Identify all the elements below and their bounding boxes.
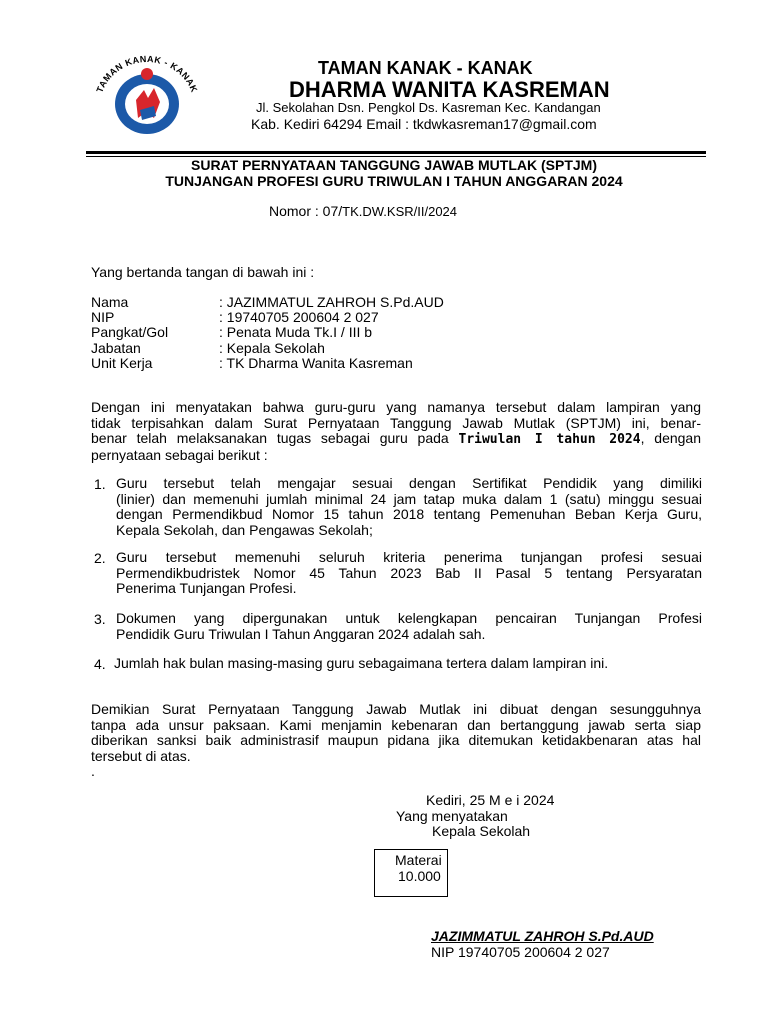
identity-value-nama: : JAZIMMATUL ZAHROH S.Pd.AUD [219, 294, 444, 310]
statement-line: tidak terpisahkan dalam Surat Pernyataan Tanggung Jawab Mutlak (SPTJM) ini, benar- [91, 414, 701, 431]
identity-value-jabatan: : Kepala Sekolah [219, 340, 325, 356]
header-contact: Kab. Kediri 64294 Email : tkdwkasreman17@gmail.com [251, 116, 597, 132]
signature-position: Kepala Sekolah [432, 823, 531, 839]
statement-line [91, 431, 701, 448]
closing-line: tanpa ada unsur paksaan. Kami menjamin kebenaran dan bertanggung jawab serta siap [91, 716, 701, 733]
statement-text: , dengan [640, 430, 701, 446]
identity-value-unit-kerja: : TK Dharma Wanita Kasreman [219, 355, 413, 371]
point-line: Permendikbudristek Nomor 45 Tahun 2023 Bab II Pasal 5 tentang Persyaratan [116, 564, 702, 581]
identity-label-nama: Nama [91, 294, 129, 310]
header-rule-thick [86, 151, 706, 154]
logo-arc-text: TAMAN KANAK - KANAK [94, 53, 200, 94]
document-number-value: TK.DW.KSR/II/2024 [342, 204, 458, 219]
closing-paragraph [91, 702, 701, 780]
point-line: Dokumen yang dipergunakan untuk kelengkapan pencairan Tunjangan Profesi [116, 610, 702, 626]
identity-value-nip: : 19740705 200604 2 027 [219, 309, 379, 325]
document-title-line1: SURAT PERNYATAAN TANGGUNG JAWAB MUTLAK (SPTJM) [191, 157, 597, 173]
point-line: Guru tersebut memenuhi seluruh kriteria penerima tunjangan profesi sesuai [116, 549, 702, 565]
logo-sun-icon [141, 68, 153, 80]
statement-line: pernyataan sebagai berikut : [91, 446, 268, 463]
intro-text: Yang bertanda tangan di bawah ini : [91, 264, 315, 280]
header-school-type: TAMAN KANAK - KANAK [318, 58, 533, 78]
closing-line: tersebut di atas. [91, 747, 191, 764]
point-line: Guru tersebut telah mengajar sesuai dengan Sertifikat Pendidik yang dimiliki [116, 475, 702, 491]
point-item-1 [116, 476, 702, 538]
identity-label-nip: NIP [91, 309, 115, 325]
point-number: 1. [94, 476, 106, 492]
document-number [269, 203, 457, 219]
statement-text: benar telah melaksanakan tugas sebagai guru pada [91, 430, 459, 446]
point-item-2 [116, 550, 702, 597]
signatory-name: JAZIMMATUL ZAHROH S.Pd.AUD [431, 928, 654, 944]
point-number: 4. [94, 656, 106, 672]
point-line: Jumlah hak bulan masing-masing guru sebagaimana tertera dalam lampiran ini. [114, 655, 609, 671]
signature-declarant: Yang menyatakan [396, 808, 508, 824]
statement-period-bold: Triwulan I tahun 2024 [458, 432, 641, 447]
statement-paragraph [91, 400, 701, 463]
identity-label-unit-kerja: Unit Kerja [91, 355, 153, 371]
stamp-label: Materai [395, 852, 442, 868]
school-logo [88, 46, 206, 142]
point-line: Pendidik Guru Triwulan I Tahun Anggaran 2024 adalah sah. [116, 625, 486, 642]
point-item-3 [116, 611, 702, 642]
closing-dot: . [91, 763, 95, 779]
point-line: (linier) dan memenuhi jumlah minimal 24 jam tatap muka dalam 1 (satu) minggu sesuai [116, 490, 702, 507]
point-item-4 [114, 656, 700, 672]
statement-line: Dengan ini menyatakan bahwa guru-guru yang namanya tersebut dalam lampiran yang [91, 399, 701, 415]
point-line: dengan Permendikbud Nomor 15 tahun 2018 tentang Pemenuhan Beban Kerja Guru, [116, 506, 702, 522]
point-line: Penerima Tunjangan Profesi. [116, 580, 297, 596]
identity-value-pangkat: : Penata Muda Tk.I / III b [219, 324, 373, 340]
closing-line: diberikan sanksi baik administrasif maupun pidana jika ditemukan ketidakbenaran atas hal [91, 732, 701, 748]
point-line: Kepala Sekolah, dan Pengawas Sekolah; [116, 521, 373, 538]
closing-line: Demikian Surat Pernyataan Tanggung Jawab Mutlak ini dibuat dengan sesungguhnya [91, 701, 701, 717]
document-number-label: Nomor : 07/ [269, 203, 343, 219]
stamp-value: 10.000 [398, 868, 441, 884]
revenue-stamp-box [374, 849, 448, 897]
identity-label-pangkat: Pangkat/Gol [91, 324, 169, 340]
header-address: Jl. Sekolahan Dsn. Pengkol Ds. Kasreman Kec. Kandangan [256, 100, 601, 115]
signature-place-date: Kediri, 25 M e i 2024 [426, 792, 555, 808]
point-number: 3. [94, 611, 106, 627]
identity-label-jabatan: Jabatan [91, 340, 141, 356]
point-number: 2. [94, 550, 106, 566]
header-school-name: DHARMA WANITA KASREMAN [289, 77, 610, 102]
signatory-nip: NIP 19740705 200604 2 027 [431, 944, 610, 960]
document-title-line2: TUNJANGAN PROFESI GURU TRIWULAN I TAHUN ANGGARAN 2024 [165, 173, 623, 189]
